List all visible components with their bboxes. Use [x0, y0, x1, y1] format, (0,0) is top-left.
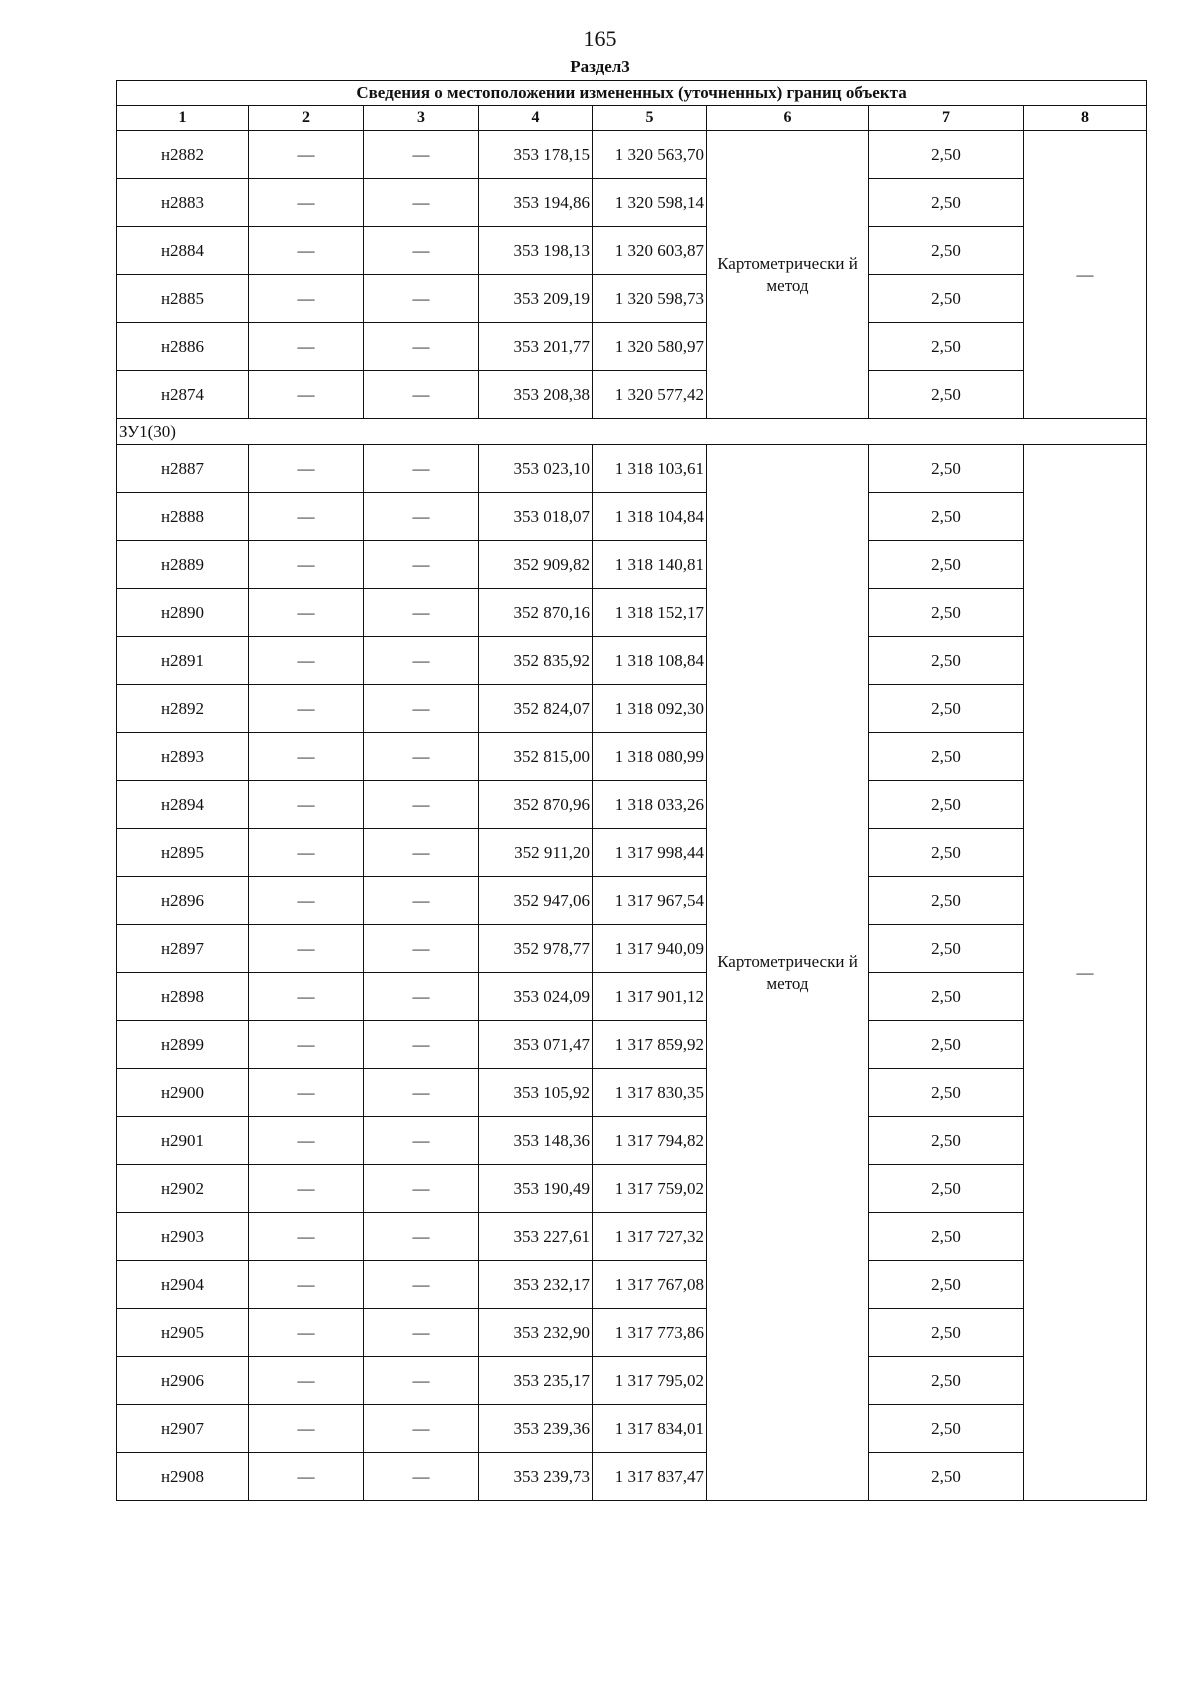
accuracy-cell: 2,50 [869, 1261, 1024, 1309]
y-coordinate-cell: 1 320 577,42 [593, 371, 707, 419]
x-coordinate-cell: 353 232,90 [479, 1309, 593, 1357]
x-coordinate-cell: 353 024,09 [479, 973, 593, 1021]
x-coordinate-cell: 352 870,16 [479, 589, 593, 637]
column-2-cell: — [249, 781, 364, 829]
column-2-cell: — [249, 323, 364, 371]
y-coordinate-cell: 1 317 794,82 [593, 1117, 707, 1165]
point-name-cell: н2882 [117, 131, 249, 179]
accuracy-cell: 2,50 [869, 733, 1024, 781]
accuracy-cell: 2,50 [869, 877, 1024, 925]
x-coordinate-cell: 353 018,07 [479, 493, 593, 541]
column-2-cell: — [249, 877, 364, 925]
point-name-cell: н2891 [117, 637, 249, 685]
y-coordinate-cell: 1 318 152,17 [593, 589, 707, 637]
column-2-cell: — [249, 1213, 364, 1261]
table-row [117, 1213, 1147, 1261]
y-coordinate-cell: 1 317 998,44 [593, 829, 707, 877]
column-2-cell: — [249, 131, 364, 179]
x-coordinate-cell: 352 911,20 [479, 829, 593, 877]
table-row [117, 493, 1147, 541]
column-3-cell: — [364, 445, 479, 493]
x-coordinate-cell: 352 835,92 [479, 637, 593, 685]
table-row [117, 1117, 1147, 1165]
point-name-cell: н2897 [117, 925, 249, 973]
table-row [117, 1069, 1147, 1117]
coordinates-table [116, 80, 1147, 1501]
x-coordinate-cell: 352 870,96 [479, 781, 593, 829]
column-3-cell: — [364, 493, 479, 541]
x-coordinate-cell: 353 190,49 [479, 1165, 593, 1213]
column-3-cell: — [364, 925, 479, 973]
column-number: 1 [117, 106, 249, 131]
accuracy-cell: 2,50 [869, 493, 1024, 541]
x-coordinate-cell: 353 071,47 [479, 1021, 593, 1069]
x-coordinate-cell: 353 148,36 [479, 1117, 593, 1165]
table-row [117, 275, 1147, 323]
column-3-cell: — [364, 541, 479, 589]
x-coordinate-cell: 353 209,19 [479, 275, 593, 323]
accuracy-cell: 2,50 [869, 1213, 1024, 1261]
column-2-cell: — [249, 1069, 364, 1117]
column-2-cell: — [249, 275, 364, 323]
column-3-cell: — [364, 1165, 479, 1213]
table-row [117, 541, 1147, 589]
table-row [117, 589, 1147, 637]
table-row [117, 877, 1147, 925]
table-row [117, 925, 1147, 973]
x-coordinate-cell: 353 201,77 [479, 323, 593, 371]
table-row [117, 179, 1147, 227]
table-row [117, 1405, 1147, 1453]
x-coordinate-cell: 353 239,73 [479, 1453, 593, 1501]
column-2-cell: — [249, 925, 364, 973]
point-name-cell: н2890 [117, 589, 249, 637]
x-coordinate-cell: 353 023,10 [479, 445, 593, 493]
table-caption-row [117, 81, 1147, 106]
accuracy-cell: 2,50 [869, 179, 1024, 227]
column-number: 5 [593, 106, 707, 131]
x-coordinate-cell: 353 208,38 [479, 371, 593, 419]
method-cell: Картометрически й метод [707, 131, 869, 419]
y-coordinate-cell: 1 318 108,84 [593, 637, 707, 685]
x-coordinate-cell: 352 978,77 [479, 925, 593, 973]
accuracy-cell: 2,50 [869, 1021, 1024, 1069]
column-2-cell: — [249, 1021, 364, 1069]
point-name-cell: н2884 [117, 227, 249, 275]
accuracy-cell: 2,50 [869, 781, 1024, 829]
column-3-cell: — [364, 733, 479, 781]
accuracy-cell: 2,50 [869, 275, 1024, 323]
column-2-cell: — [249, 445, 364, 493]
parcel-label-row [117, 419, 1147, 445]
table-row [117, 1021, 1147, 1069]
column-3-cell: — [364, 227, 479, 275]
table-row [117, 1309, 1147, 1357]
point-name-cell: н2896 [117, 877, 249, 925]
x-coordinate-cell: 352 947,06 [479, 877, 593, 925]
table-caption: Сведения о местоположении измененных (уточненных) границ объекта [117, 81, 1147, 106]
column-3-cell: — [364, 781, 479, 829]
column-3-cell: — [364, 131, 479, 179]
x-coordinate-cell: 353 198,13 [479, 227, 593, 275]
column-2-cell: — [249, 1405, 364, 1453]
y-coordinate-cell: 1 317 859,92 [593, 1021, 707, 1069]
column-2-cell: — [249, 179, 364, 227]
point-name-cell: н2894 [117, 781, 249, 829]
column-2-cell: — [249, 829, 364, 877]
column-3-cell: — [364, 973, 479, 1021]
column-2-cell: — [249, 1309, 364, 1357]
y-coordinate-cell: 1 320 580,97 [593, 323, 707, 371]
point-name-cell: н2889 [117, 541, 249, 589]
column-number: 7 [869, 106, 1024, 131]
column-2-cell: — [249, 493, 364, 541]
table-row [117, 733, 1147, 781]
point-name-cell: н2887 [117, 445, 249, 493]
y-coordinate-cell: 1 317 834,01 [593, 1405, 707, 1453]
column-3-cell: — [364, 877, 479, 925]
method-cell: Картометрически й метод [707, 445, 869, 1501]
y-coordinate-cell: 1 317 773,86 [593, 1309, 707, 1357]
point-name-cell: н2900 [117, 1069, 249, 1117]
x-coordinate-cell: 353 239,36 [479, 1405, 593, 1453]
column-3-cell: — [364, 1261, 479, 1309]
column-2-cell: — [249, 371, 364, 419]
point-name-cell: н2895 [117, 829, 249, 877]
y-coordinate-cell: 1 318 033,26 [593, 781, 707, 829]
column-3-cell: — [364, 1357, 479, 1405]
accuracy-cell: 2,50 [869, 131, 1024, 179]
table-row [117, 1357, 1147, 1405]
x-coordinate-cell: 353 194,86 [479, 179, 593, 227]
column-number: 6 [707, 106, 869, 131]
column-number: 3 [364, 106, 479, 131]
accuracy-cell: 2,50 [869, 323, 1024, 371]
section-title: Раздел3 [570, 57, 630, 76]
column-2-cell: — [249, 637, 364, 685]
table-row [117, 1165, 1147, 1213]
table-row [117, 685, 1147, 733]
column-3-cell: — [364, 589, 479, 637]
accuracy-cell: 2,50 [869, 1453, 1024, 1501]
table-row [117, 973, 1147, 1021]
column-3-cell: — [364, 275, 479, 323]
accuracy-cell: 2,50 [869, 227, 1024, 275]
point-name-cell: н2899 [117, 1021, 249, 1069]
table-row [117, 323, 1147, 371]
column-3-cell: — [364, 1405, 479, 1453]
accuracy-cell: 2,50 [869, 685, 1024, 733]
y-coordinate-cell: 1 317 837,47 [593, 1453, 707, 1501]
column-2-cell: — [249, 1117, 364, 1165]
x-coordinate-cell: 353 235,17 [479, 1357, 593, 1405]
table-row [117, 829, 1147, 877]
accuracy-cell: 2,50 [869, 1405, 1024, 1453]
column-8-cell: — [1024, 445, 1147, 1501]
point-name-cell: н2907 [117, 1405, 249, 1453]
column-3-cell: — [364, 1309, 479, 1357]
column-2-cell: — [249, 733, 364, 781]
column-3-cell: — [364, 1117, 479, 1165]
accuracy-cell: 2,50 [869, 637, 1024, 685]
column-3-cell: — [364, 323, 479, 371]
accuracy-cell: 2,50 [869, 1357, 1024, 1405]
accuracy-cell: 2,50 [869, 1165, 1024, 1213]
y-coordinate-cell: 1 318 080,99 [593, 733, 707, 781]
y-coordinate-cell: 1 317 727,32 [593, 1213, 707, 1261]
column-2-cell: — [249, 1357, 364, 1405]
page-number: 165 [583, 26, 617, 51]
column-3-cell: — [364, 685, 479, 733]
y-coordinate-cell: 1 320 598,73 [593, 275, 707, 323]
y-coordinate-cell: 1 317 759,02 [593, 1165, 707, 1213]
point-name-cell: н2906 [117, 1357, 249, 1405]
y-coordinate-cell: 1 317 901,12 [593, 973, 707, 1021]
column-2-cell: — [249, 1261, 364, 1309]
y-coordinate-cell: 1 317 940,09 [593, 925, 707, 973]
point-name-cell: н2905 [117, 1309, 249, 1357]
y-coordinate-cell: 1 318 103,61 [593, 445, 707, 493]
point-name-cell: н2904 [117, 1261, 249, 1309]
accuracy-cell: 2,50 [869, 829, 1024, 877]
point-name-cell: н2901 [117, 1117, 249, 1165]
point-name-cell: н2888 [117, 493, 249, 541]
point-name-cell: н2898 [117, 973, 249, 1021]
table-row [117, 131, 1147, 179]
y-coordinate-cell: 1 317 767,08 [593, 1261, 707, 1309]
table-row [117, 781, 1147, 829]
column-2-cell: — [249, 685, 364, 733]
y-coordinate-cell: 1 320 598,14 [593, 179, 707, 227]
column-8-cell: — [1024, 131, 1147, 419]
y-coordinate-cell: 1 320 563,70 [593, 131, 707, 179]
column-3-cell: — [364, 1213, 479, 1261]
table-row [117, 371, 1147, 419]
accuracy-cell: 2,50 [869, 1309, 1024, 1357]
accuracy-cell: 2,50 [869, 371, 1024, 419]
table-row [117, 445, 1147, 493]
table-row [117, 637, 1147, 685]
column-2-cell: — [249, 227, 364, 275]
column-number: 2 [249, 106, 364, 131]
accuracy-cell: 2,50 [869, 1069, 1024, 1117]
x-coordinate-cell: 352 824,07 [479, 685, 593, 733]
column-3-cell: — [364, 829, 479, 877]
accuracy-cell: 2,50 [869, 973, 1024, 1021]
point-name-cell: н2886 [117, 323, 249, 371]
point-name-cell: н2893 [117, 733, 249, 781]
column-2-cell: — [249, 589, 364, 637]
accuracy-cell: 2,50 [869, 445, 1024, 493]
column-number: 4 [479, 106, 593, 131]
table-row [117, 1261, 1147, 1309]
accuracy-cell: 2,50 [869, 925, 1024, 973]
column-2-cell: — [249, 541, 364, 589]
column-3-cell: — [364, 1021, 479, 1069]
column-number-row [117, 106, 1147, 131]
x-coordinate-cell: 352 909,82 [479, 541, 593, 589]
x-coordinate-cell: 353 178,15 [479, 131, 593, 179]
x-coordinate-cell: 353 227,61 [479, 1213, 593, 1261]
x-coordinate-cell: 352 815,00 [479, 733, 593, 781]
column-2-cell: — [249, 1165, 364, 1213]
y-coordinate-cell: 1 317 830,35 [593, 1069, 707, 1117]
y-coordinate-cell: 1 317 795,02 [593, 1357, 707, 1405]
column-2-cell: — [249, 973, 364, 1021]
column-3-cell: — [364, 637, 479, 685]
y-coordinate-cell: 1 318 104,84 [593, 493, 707, 541]
column-3-cell: — [364, 371, 479, 419]
y-coordinate-cell: 1 318 092,30 [593, 685, 707, 733]
y-coordinate-cell: 1 318 140,81 [593, 541, 707, 589]
column-3-cell: — [364, 1069, 479, 1117]
table-row [117, 227, 1147, 275]
x-coordinate-cell: 353 105,92 [479, 1069, 593, 1117]
y-coordinate-cell: 1 320 603,87 [593, 227, 707, 275]
table-row [117, 1453, 1147, 1501]
point-name-cell: н2903 [117, 1213, 249, 1261]
point-name-cell: н2892 [117, 685, 249, 733]
accuracy-cell: 2,50 [869, 541, 1024, 589]
column-3-cell: — [364, 1453, 479, 1501]
point-name-cell: н2902 [117, 1165, 249, 1213]
accuracy-cell: 2,50 [869, 1117, 1024, 1165]
point-name-cell: н2885 [117, 275, 249, 323]
column-3-cell: — [364, 179, 479, 227]
table-body [117, 81, 1147, 1501]
x-coordinate-cell: 353 232,17 [479, 1261, 593, 1309]
y-coordinate-cell: 1 317 967,54 [593, 877, 707, 925]
accuracy-cell: 2,50 [869, 589, 1024, 637]
point-name-cell: н2874 [117, 371, 249, 419]
point-name-cell: н2908 [117, 1453, 249, 1501]
point-name-cell: н2883 [117, 179, 249, 227]
parcel-label: ЗУ1(30) [117, 419, 1147, 445]
column-2-cell: — [249, 1453, 364, 1501]
column-number: 8 [1024, 106, 1147, 131]
